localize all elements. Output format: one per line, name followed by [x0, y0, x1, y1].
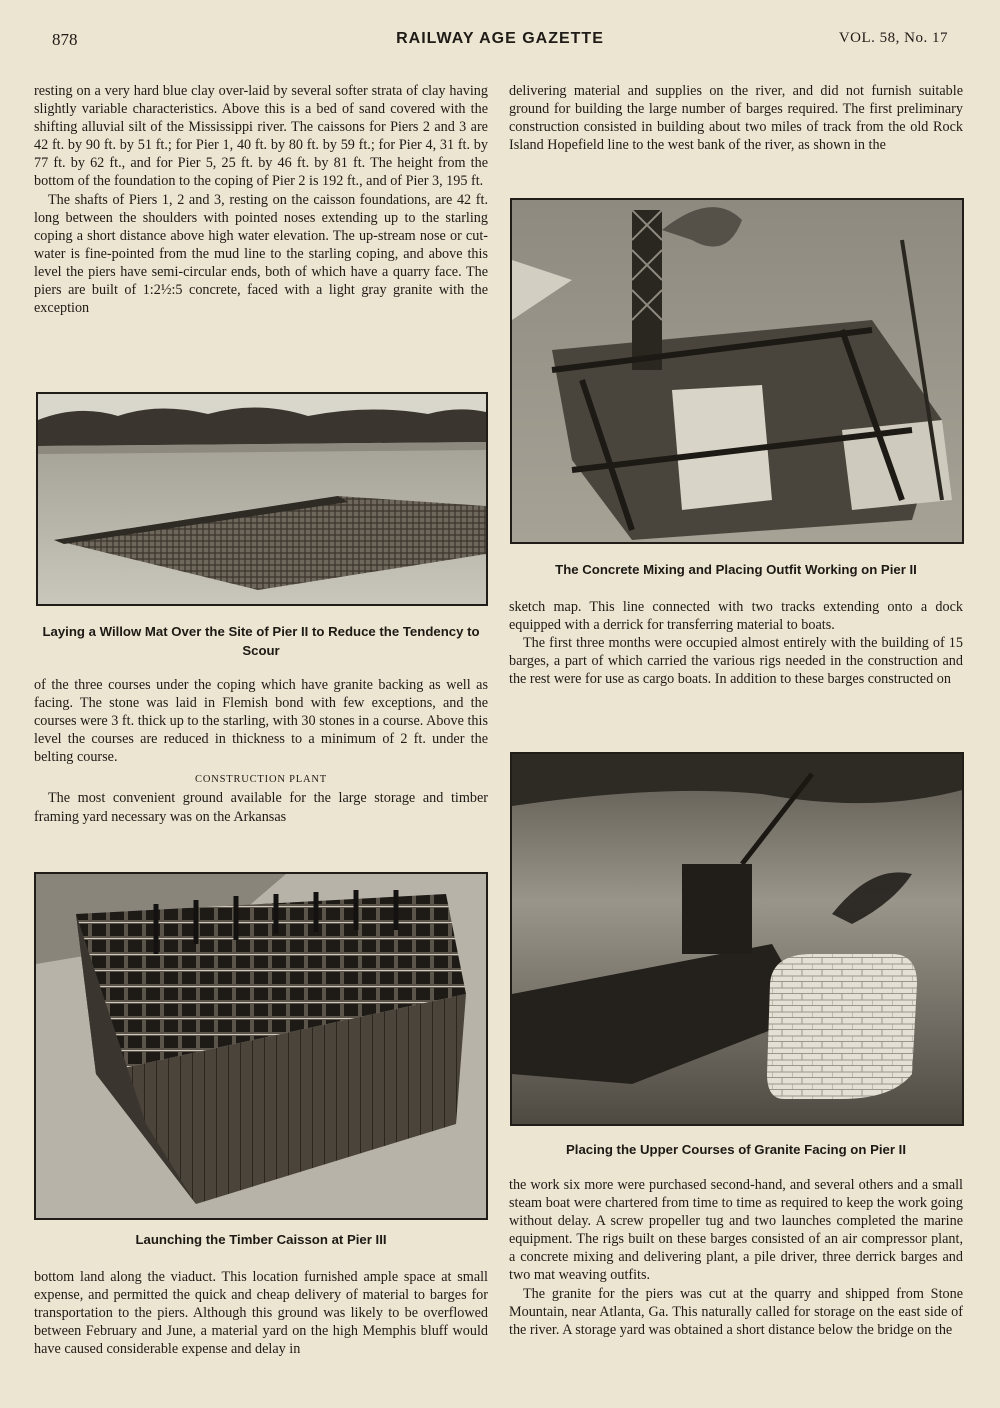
paragraph: delivering material and supplies on the river, and did not furnish suitable ground for building the large number of barges required. The first preliminary construction consisted in building about two miles of track from the old Rock Island Hopefield line to the west bank of the river, as shown in the	[509, 83, 963, 154]
caption-willow-mat: Laying a Willow Mat Over the Site of Pier II to Reduce the Tendency to Scour	[42, 624, 480, 658]
page-number: 878	[52, 30, 78, 49]
section-heading: CONSTRUCTION PLANT	[195, 774, 327, 786]
paragraph: resting on a very hard blue clay over-laid by several softer strata of clay having slightly variable characteristics. Above this is a bed of sand covered with the shifting alluvial silt of the Mississippi river. The caissons for Piers 2 and 3 are 42 ft. by 90 ft. by 51 ft.; for Pier 1, 40 ft. by 80 ft. by 59 ft.; for Pier 4, 31 ft. by 77 ft. by 62 ft., and for Pier 5, 25 ft. by 46 ft. by 81 ft. The height from the bottom of the foundation to the coping of Pier 2 is 192 ft., and of Pier 3, 195 ft.	[34, 83, 488, 190]
col1-text-top	[34, 82, 488, 317]
paragraph: the work six more were purchased second-hand, and several others and a small steam boat were chartered from time to time as required to keep the work going without delay. A screw propeller tug and two launches completed the marine equipment. The rigs built on these barges consisted of an air compressor plant, a concrete mixing and delivering plant, a pile driver, three derrick barges and two mat weaving outfits.	[509, 1177, 963, 1284]
paragraph: of the three courses under the coping which have granite backing as well as facing. The stone was laid in Flemish bond with few exceptions, and the courses were 3 ft. thick up to the starling, with 30 stones in a course. Above this level the courses are reduced in thickness to a minimum of 2 ft. under the belting course.	[34, 677, 488, 766]
photo-concrete-mixing-outfit	[510, 198, 964, 544]
paragraph: The shafts of Piers 1, 2 and 3, resting on the caisson foundations, are 42 ft. long between the shoulders with pointed noses extending up to the starling coping a short distance above high water elevation. The up-stream nose or cut-water is fine-pointed from the mud line to the starling coping, and above this level the piers have semi-circular ends, both of which have a quarry face. The piers are built of 1:2½:5 concrete, faced with a light gray granite with the exception	[34, 191, 488, 317]
caption-granite-facing: Placing the Upper Courses of Granite Facing on Pier II	[565, 1142, 906, 1157]
caption-timber-caisson: Launching the Timber Caisson at Pier III	[135, 1232, 387, 1247]
caption-concrete-mixing-outfit: The Concrete Mixing and Placing Outfit Working on Pier II	[555, 562, 917, 577]
col1-text-bottom	[34, 1268, 488, 1358]
col2-text-top	[509, 82, 963, 154]
photo-willow-mat	[36, 392, 488, 606]
paragraph: sketch map. This line connected with two tracks extending onto a dock equipped with a derrick for transferring material to boats.	[509, 599, 963, 634]
journal-title: RAILWAY AGE GAZETTE	[396, 30, 604, 47]
col2-text-bottom	[509, 1176, 963, 1339]
photo-timber-caisson	[34, 872, 488, 1220]
paragraph: The granite for the piers was cut at the quarry and shipped from Stone Mountain, near Atlanta, Ga. This naturally called for storage on the east side of the river. A storage yard was obtained a short distance below the bridge on the	[509, 1285, 963, 1338]
volume-info: VOL. 58, No. 17	[838, 30, 948, 46]
col1-text-mid	[34, 676, 488, 826]
paragraph: bottom land along the viaduct. This location furnished ample space at small expense, and permitted the quick and cheap delivery of material to barges for transportation to the piers. Although this ground was likely to be overflowed between February and June, a material yard on the high Memphis bluff would have caused considerable expense and delay in	[34, 1269, 488, 1358]
paragraph: The most convenient ground available for the large storage and timber framing yard necessary was on the Arkansas	[34, 790, 488, 825]
page-header	[52, 30, 948, 54]
photo-granite-facing	[510, 752, 964, 1126]
col2-text-mid	[509, 598, 963, 688]
paragraph: The first three months were occupied almost entirely with the building of 15 barges, a part of which carried the various rigs needed in the construction and the rest were for use as cargo boats. In addition to these barges constructed on	[509, 635, 963, 688]
